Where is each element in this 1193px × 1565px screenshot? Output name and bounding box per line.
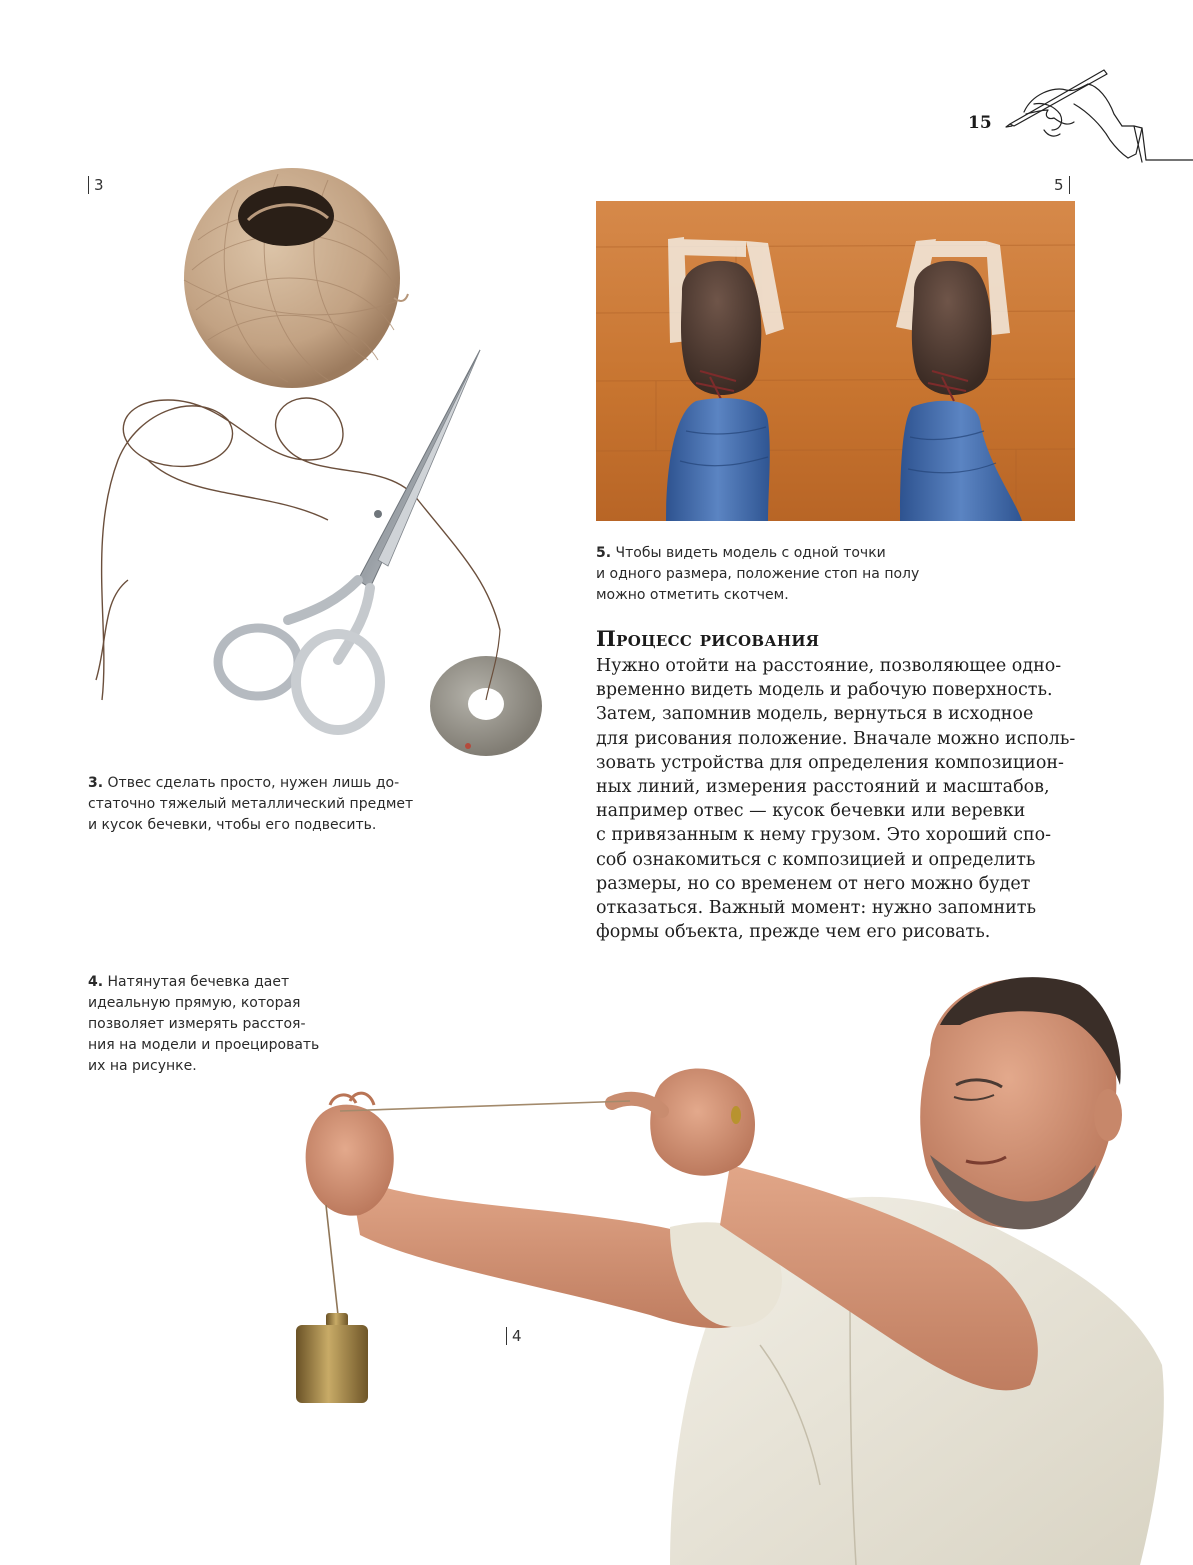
figure-marker-3: 3: [88, 176, 104, 194]
feet-on-floor-photo: [596, 201, 1075, 521]
body-line: размеры, но со временем от него можно будет: [596, 873, 1031, 894]
caption-number: 4.: [88, 974, 104, 990]
caption-line: Чтобы видеть модель с одной точки: [615, 545, 886, 561]
caption-number: 5.: [596, 545, 612, 561]
body-line: например отвес — кусок бечевки или веревки: [596, 801, 1026, 822]
body-line: соб ознакомиться с композицией и определить: [596, 849, 1036, 870]
body-line: для рисования положение. Вначале можно исполь-: [596, 728, 1076, 749]
twine-scissors-photo: [88, 160, 558, 760]
figure-marker-5: 5: [1054, 176, 1070, 194]
body-line: Затем, запомнив модель, вернуться в исходное: [596, 704, 1034, 725]
caption-figure-5: [596, 543, 919, 606]
caption-line: и одного размера, положение стоп на полу: [596, 566, 920, 582]
page-number: 15: [968, 113, 992, 133]
caption-line: позволяет измерять расстоя-: [88, 1016, 306, 1032]
caption-line: ния на модели и проецировать: [88, 1037, 320, 1053]
body-line: отказаться. Важный момент: нужно запомнить: [596, 898, 1037, 919]
body-line: временно видеть модель и рабочую поверхность.: [596, 680, 1053, 701]
caption-line: и кусок бечевки, чтобы его подвесить.: [88, 817, 377, 833]
section-title: Процесс рисования: [596, 626, 820, 651]
caption-line: можно отметить скотчем.: [596, 587, 789, 603]
body-line: Нужно отойти на расстояние, позволяющее одно-: [596, 656, 1062, 676]
caption-number: 3.: [88, 775, 104, 791]
body-line: формы объекта, прежде чем его рисовать.: [596, 922, 991, 943]
body-line: зовать устройства для определения композицион-: [596, 752, 1064, 773]
section-body: [596, 654, 1076, 944]
body-line: ных линий, измерения расстояний и масштабов,: [596, 777, 1050, 798]
caption-line: их на рисунке.: [88, 1058, 197, 1074]
caption-figure-3: [88, 773, 413, 836]
man-with-plumb-line-photo: [290, 965, 1170, 1565]
caption-line: Натянутая бечевка дает: [107, 974, 290, 990]
caption-line: Отвес сделать просто, нужен лишь до-: [107, 775, 400, 791]
caption-line: статочно тяжелый металлический предмет: [88, 796, 414, 812]
figure-marker-4: 4: [506, 1327, 522, 1345]
hand-drawing-icon: [1004, 64, 1193, 168]
caption-figure-4: [88, 972, 319, 1077]
body-line: с привязанным к нему грузом. Это хороший спо-: [596, 825, 1052, 846]
caption-line: идеальную прямую, которая: [88, 995, 301, 1011]
